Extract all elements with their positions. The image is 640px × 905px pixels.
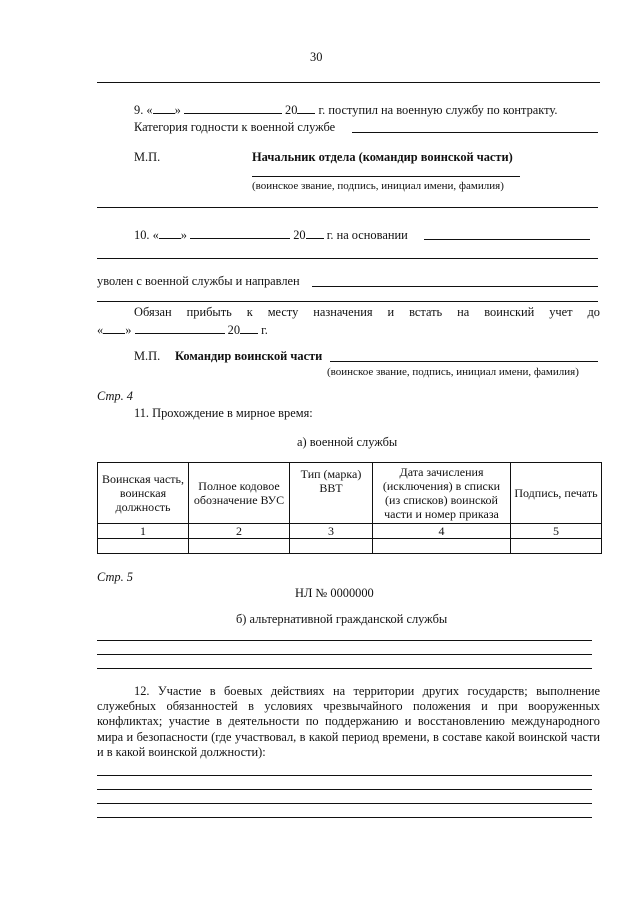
chief-signature-blank bbox=[252, 176, 520, 177]
year-blank bbox=[297, 102, 315, 114]
page-number: 30 bbox=[310, 50, 323, 64]
combat-line-2 bbox=[97, 789, 592, 790]
year-blank bbox=[240, 322, 258, 334]
day-blank bbox=[153, 102, 175, 114]
combat-line-4 bbox=[97, 817, 592, 818]
header-signature-seal: Подпись, печать bbox=[511, 463, 602, 524]
basis-continuation-line bbox=[97, 258, 598, 259]
header-enlistment-date: Дата зачисления (исключения) в списки (из списков) воинской части и номер приказа bbox=[373, 463, 511, 524]
page-5-label: Стр. 5 bbox=[97, 570, 133, 584]
s9-prefix: 9. « bbox=[134, 103, 153, 117]
s9-tail: г. поступил на военную службу по контракту. bbox=[315, 103, 558, 117]
s10-year: 20 bbox=[293, 228, 306, 242]
col-number: 3 bbox=[290, 524, 373, 539]
day-blank bbox=[159, 227, 181, 239]
table-cell[interactable] bbox=[511, 539, 602, 554]
mp-stamp-2: М.П. bbox=[134, 349, 161, 363]
header-unit-position: Воинская часть, воинская должность bbox=[98, 463, 189, 524]
date-year: 20 bbox=[227, 323, 241, 337]
date-tail: г. bbox=[258, 323, 268, 337]
header-weapon-type: Тип (марка) ВВТ bbox=[290, 463, 373, 524]
destination-blank bbox=[312, 286, 598, 287]
s9-year: 20 bbox=[285, 103, 298, 117]
alt-service-line-2 bbox=[97, 654, 592, 655]
table-row bbox=[98, 539, 602, 554]
divider-1 bbox=[97, 207, 598, 208]
section-9-line bbox=[134, 102, 557, 118]
top-rule bbox=[97, 82, 600, 83]
table-cell[interactable] bbox=[98, 539, 189, 554]
table-cell[interactable] bbox=[373, 539, 511, 554]
combat-line-1 bbox=[97, 775, 592, 776]
month-blank bbox=[184, 102, 282, 114]
commander-signature-blank bbox=[330, 361, 598, 362]
col-number: 2 bbox=[189, 524, 290, 539]
year-blank bbox=[306, 227, 324, 239]
fitness-category-label: Категория годности к военной службе bbox=[134, 120, 336, 134]
table-header-row bbox=[98, 463, 602, 524]
alt-service-line-1 bbox=[97, 640, 592, 641]
date-mid: » bbox=[125, 323, 132, 337]
s10-mid: » bbox=[180, 228, 187, 242]
chief-caption: (воинское звание, подпись, инициал имени, фамилия) bbox=[252, 180, 504, 192]
s9-mid: » bbox=[174, 103, 181, 117]
table-cell[interactable] bbox=[290, 539, 373, 554]
s10-prefix: 10. « bbox=[134, 228, 159, 242]
page-4-label: Стр. 4 bbox=[97, 389, 133, 403]
obliged-date bbox=[97, 322, 268, 338]
col-number: 5 bbox=[511, 524, 602, 539]
month-blank bbox=[135, 322, 225, 334]
combat-line-3 bbox=[97, 803, 592, 804]
alternative-service-subtitle: б) альтернативной гражданской службы bbox=[236, 612, 448, 626]
service-table bbox=[97, 462, 602, 554]
commander-caption: (воинское звание, подпись, инициал имени, фамилия) bbox=[327, 366, 579, 378]
fitness-category-blank bbox=[352, 132, 598, 133]
section-10-line bbox=[134, 227, 408, 243]
item-12-text: 12. Участие в боевых действиях на территории других государств; выполнение служебных обязанностей в условиях чрезвычайного положения и при вооруженных конфликтах; участие в деятельности по поддержанию и восстановлению международного мира и безопасности (где участвовал, в какой период времени, в составе какой воинской части и в какой воинской должности): bbox=[97, 684, 600, 759]
obliged-text: Обязан прибыть к месту назначения и встать на воинский учет до bbox=[134, 305, 600, 319]
s10-tail: г. на основании bbox=[323, 228, 408, 242]
mp-stamp-1: М.П. bbox=[134, 150, 161, 164]
header-vus-code: Полное кодовое обозначение ВУС bbox=[189, 463, 290, 524]
date-prefix: « bbox=[97, 323, 104, 337]
month-blank bbox=[190, 227, 290, 239]
serial-number: НЛ № 0000000 bbox=[295, 586, 374, 600]
item-11-title: 11. Прохождение в мирное время: bbox=[134, 406, 313, 420]
alt-service-line-3 bbox=[97, 668, 592, 669]
military-service-subtitle: а) военной службы bbox=[297, 435, 398, 449]
col-number: 1 bbox=[98, 524, 189, 539]
destination-continuation-line bbox=[97, 301, 598, 302]
col-number: 4 bbox=[373, 524, 511, 539]
day-blank bbox=[103, 322, 125, 334]
chief-title: Начальник отдела (командир воинской части) bbox=[252, 150, 513, 164]
basis-blank bbox=[424, 239, 590, 240]
table-number-row bbox=[98, 524, 602, 539]
discharged-label: уволен с военной службы и направлен bbox=[97, 274, 300, 288]
commander-title: Командир воинской части bbox=[175, 349, 323, 363]
table-cell[interactable] bbox=[189, 539, 290, 554]
